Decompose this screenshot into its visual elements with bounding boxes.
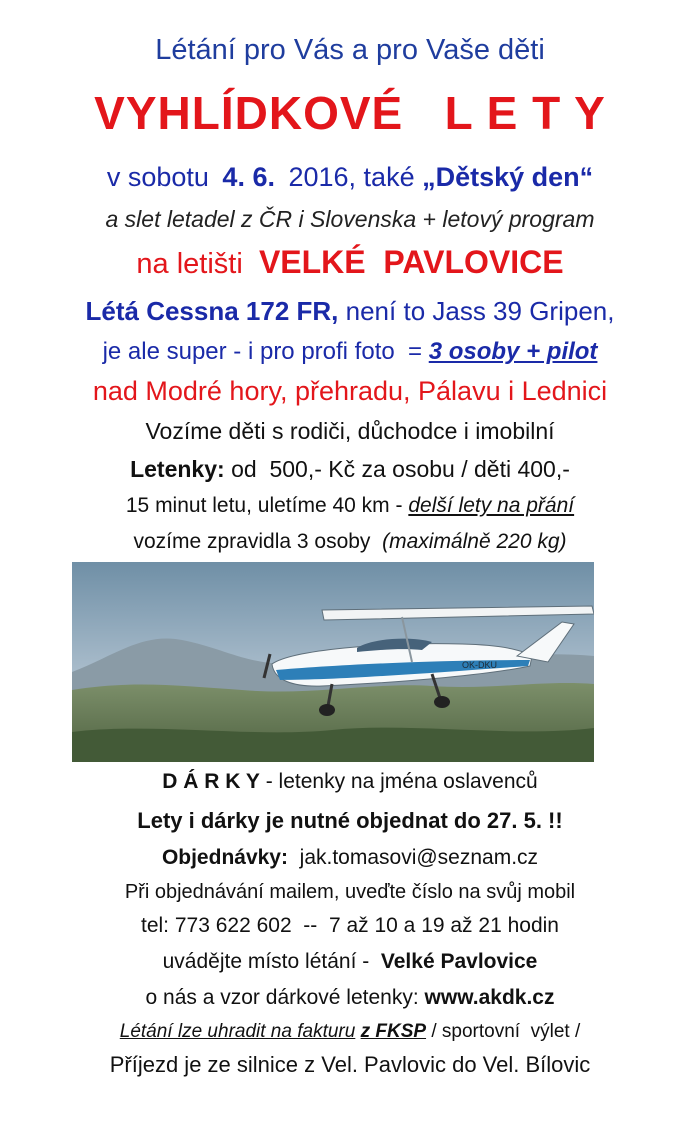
main-title <box>0 86 700 140</box>
event-name: „Dětský den“ <box>422 162 594 192</box>
route-line: nad Modré hory, přehradu, Pálavu i Lednici <box>92 376 608 406</box>
plane-model: Létá Cessna 172 FR, <box>85 296 339 326</box>
main-title-lety: L E T Y <box>444 87 606 139</box>
gifts-text: - letenky na jména oslavenců <box>265 770 538 793</box>
capacity-text: je ale super - i pro profi foto = <box>102 338 423 365</box>
duration-emphasis: delší lety na přání <box>408 494 575 517</box>
date-line <box>0 162 700 193</box>
payment-rest: / sportovní výlet / <box>426 1021 581 1042</box>
wheel-left <box>319 704 335 716</box>
wheel-right <box>434 696 450 708</box>
place-line <box>0 950 700 974</box>
airport-line <box>0 244 700 281</box>
order-email[interactable]: jak.tomasovi@seznam.cz <box>299 846 539 869</box>
website-link[interactable]: www.akdk.cz <box>424 986 555 1009</box>
gifts-line <box>0 770 700 794</box>
capacity-emphasis: 3 osoby + pilot <box>428 338 598 365</box>
slet-line: a slet letadel z ČR i Slovenska + letový program <box>105 206 595 232</box>
payment-text: Létání lze uhradit na fakturu <box>119 1021 356 1042</box>
web-line <box>0 986 700 1010</box>
duration-text: 15 minut letu, uletíme 40 km - <box>125 494 403 517</box>
tickets-label: Letenky: <box>130 456 225 482</box>
web-text: o nás a vzor dárkové letenky: <box>145 986 419 1009</box>
passengers-line: Vozíme děti s rodiči, důchodce i imobilní <box>145 418 555 444</box>
orders-line <box>0 846 700 870</box>
directions-line: Příjezd je ze silnice z Vel. Pavlovic do Vel. Bílovic <box>109 1052 591 1077</box>
weight-text: vozíme zpravidla 3 osoby <box>133 530 371 553</box>
mail-note: Při objednávání mailem, uveďte číslo na svůj mobil <box>124 881 576 903</box>
orders-label: Objednávky: <box>161 846 288 869</box>
place-text: uvádějte místo létání - <box>162 950 370 973</box>
event-date: 4. 6. <box>222 162 275 192</box>
date-prefix: v sobotu <box>106 162 209 192</box>
weight-line <box>0 530 700 554</box>
capacity-line <box>0 338 700 366</box>
airport-name: VELKÉ PAVLOVICE <box>258 244 564 280</box>
subtitle: Létání pro Vás a pro Vaše děti <box>155 34 545 66</box>
order-deadline: Lety i dárky je nutné objednat do 27. 5. !! <box>137 808 563 833</box>
date-year: 2016, také <box>288 162 415 192</box>
gifts-label: D Á R K Y <box>162 770 260 793</box>
duration-line <box>0 494 700 518</box>
plane-registration: OK-DKU <box>462 660 498 670</box>
tickets-line <box>0 456 700 483</box>
phone-line: tel: 773 622 602 -- 7 až 10 a 19 až 21 hodin <box>141 914 559 937</box>
valley <box>72 728 594 762</box>
airport-prefix: na letišti <box>136 248 243 280</box>
airplane-photo <box>72 562 594 762</box>
plane-line <box>0 296 700 327</box>
payment-fksp: z FKSP <box>360 1021 427 1042</box>
tickets-price: od 500,- Kč za osobu / děti 400,- <box>231 456 570 482</box>
payment-line <box>0 1021 700 1043</box>
weight-limit: (maximálně 220 kg) <box>382 530 567 553</box>
main-title-word: VYHLÍDKOVÉ <box>94 87 404 139</box>
place-name: Velké Pavlovice <box>380 950 538 973</box>
plane-comparison: není to Jass 39 Gripen, <box>345 296 615 326</box>
